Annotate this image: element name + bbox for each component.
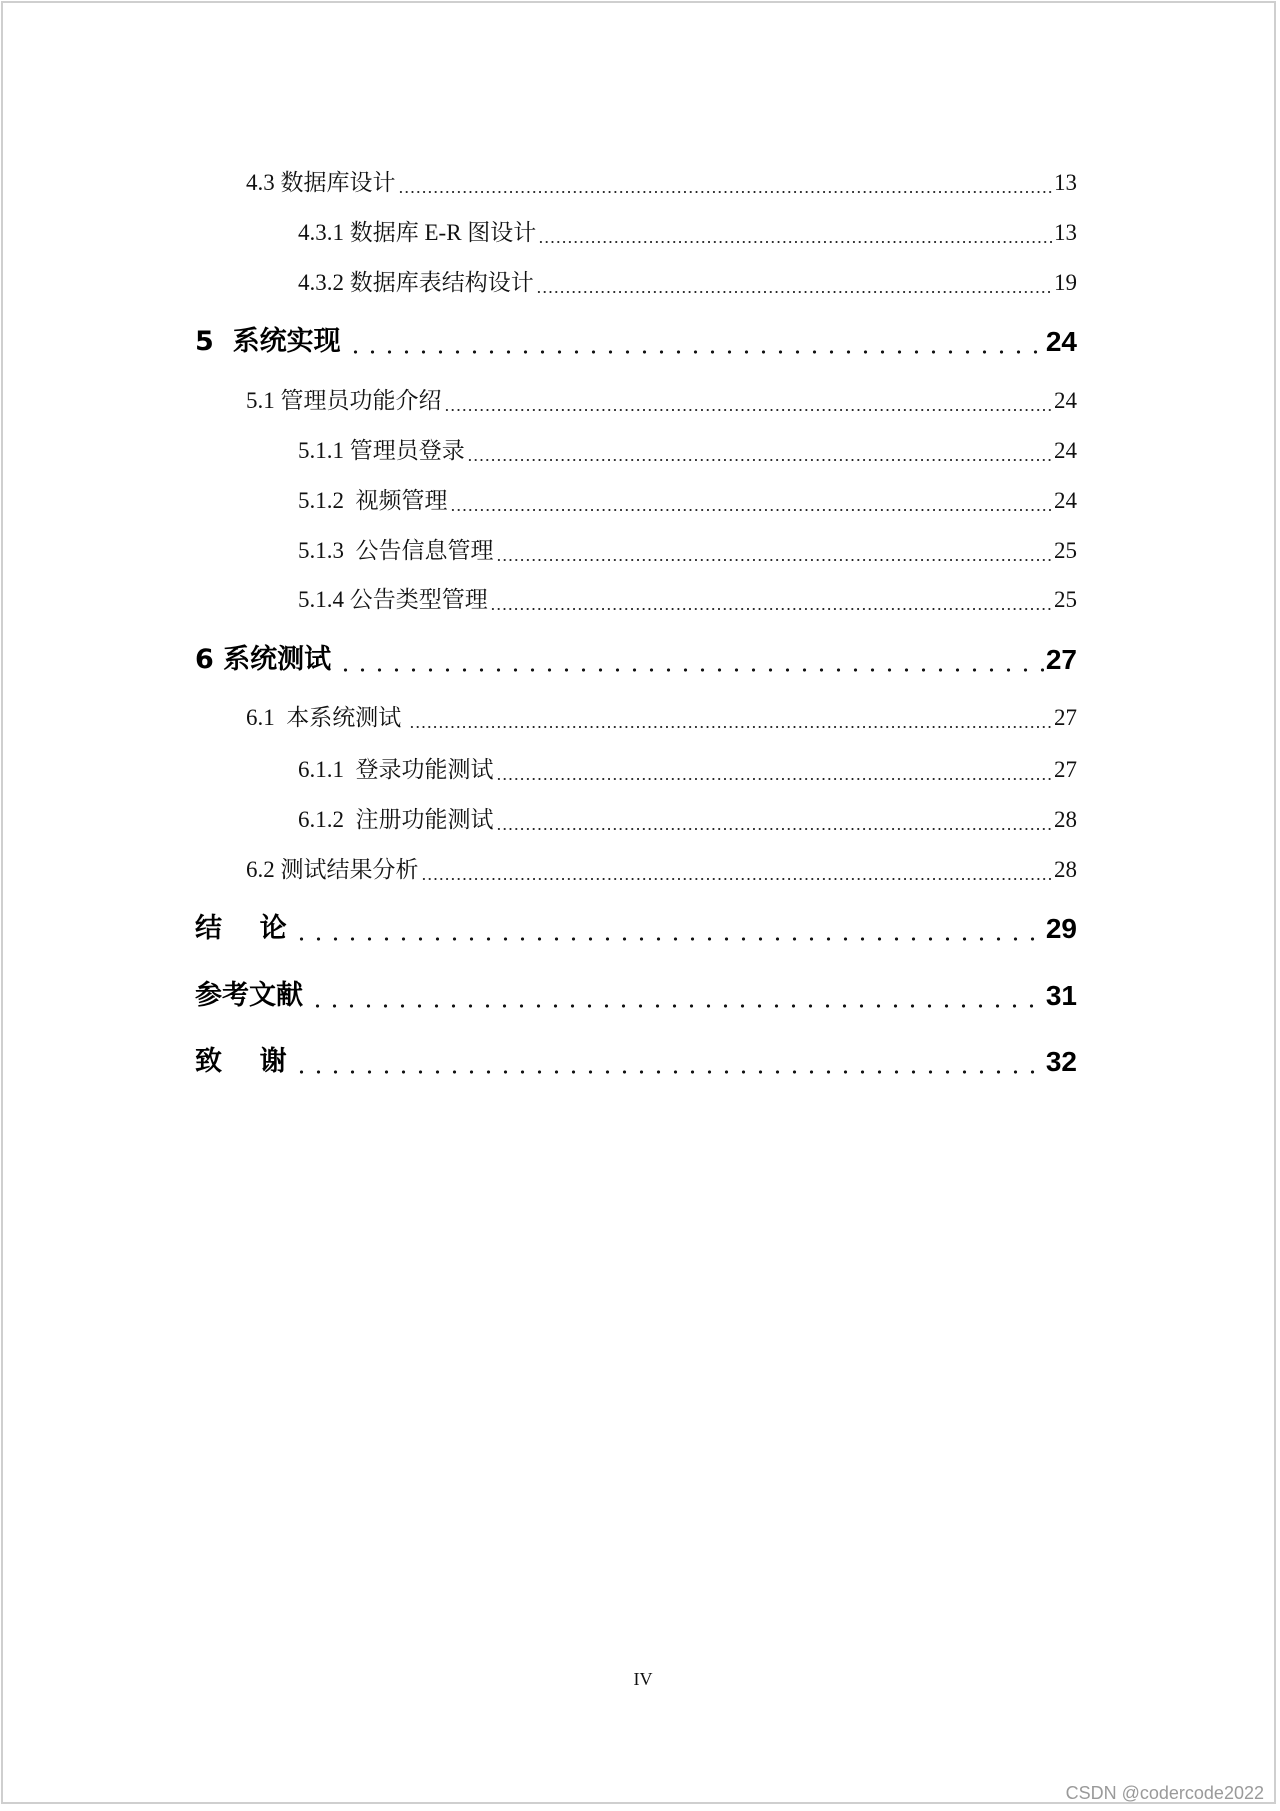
toc-entry-page: 28 bbox=[1054, 807, 1077, 832]
toc-entry-page: 29 bbox=[1045, 913, 1077, 944]
toc-leader-dots bbox=[305, 978, 1044, 1014]
toc-entry-title: 5.1.1 管理员登录 bbox=[298, 438, 465, 463]
toc-entry[interactable] bbox=[298, 536, 1077, 566]
toc-entry-page: 27 bbox=[1054, 705, 1077, 730]
toc-entry-page: 32 bbox=[1045, 1046, 1077, 1077]
toc-leader-dots bbox=[496, 536, 1053, 566]
toc-entry-title: 结 论 bbox=[195, 913, 287, 944]
toc-entry-title: 4.3.2 数据库表结构设计 bbox=[298, 270, 534, 295]
toc-entry-page: 27 bbox=[1045, 644, 1077, 675]
toc-entry-title: 4.3 数据库设计 bbox=[246, 170, 396, 195]
toc-leader-dots bbox=[289, 911, 1044, 947]
toc-entry-title: 5.1 管理员功能介绍 bbox=[246, 388, 442, 413]
toc-leader-dots bbox=[450, 486, 1053, 516]
toc-entry-page: 19 bbox=[1054, 270, 1077, 295]
toc-entry[interactable] bbox=[298, 486, 1077, 516]
toc-leader-dots bbox=[538, 218, 1052, 248]
toc-entry-page: 24 bbox=[1054, 438, 1077, 463]
toc-entry[interactable] bbox=[298, 268, 1077, 298]
toc-entry-page: 27 bbox=[1054, 757, 1077, 782]
toc-entry-page: 24 bbox=[1054, 388, 1077, 413]
toc-leader-dots bbox=[409, 703, 1052, 733]
toc-entry-page: 25 bbox=[1054, 538, 1077, 563]
toc-entry-page: 24 bbox=[1045, 326, 1077, 357]
toc-leader-dots bbox=[421, 855, 1053, 885]
toc-entry[interactable] bbox=[246, 386, 1077, 416]
toc-entry-page: 13 bbox=[1054, 170, 1077, 195]
toc-entry-page: 25 bbox=[1054, 587, 1077, 612]
toc-entry-title: 5.1.4 公告类型管理 bbox=[298, 587, 488, 612]
toc-entry-title: 6.1 本系统测试 bbox=[246, 705, 407, 730]
toc-entry[interactable] bbox=[246, 703, 1077, 733]
page-number-footer: IV bbox=[633, 1669, 653, 1689]
toc-chapter-entry[interactable] bbox=[195, 324, 1077, 360]
toc-leader-dots bbox=[490, 585, 1052, 615]
toc-chapter-entry[interactable] bbox=[195, 978, 1077, 1014]
toc-entry-page: 28 bbox=[1054, 857, 1077, 882]
toc-entry-title: 5 系统实现 bbox=[195, 326, 341, 357]
toc-chapter-entry[interactable] bbox=[195, 1044, 1077, 1080]
toc-chapter-entry[interactable] bbox=[195, 642, 1077, 678]
toc-entry[interactable] bbox=[298, 585, 1077, 615]
document-page bbox=[1, 1, 1276, 1804]
toc-leader-dots bbox=[343, 324, 1044, 360]
toc-entry-title: 参考文献 bbox=[195, 980, 303, 1011]
toc-entry-title: 4.3.1 数据库 E-R 图设计 bbox=[298, 220, 537, 245]
toc-entry-title: 6.2 测试结果分析 bbox=[246, 857, 419, 882]
watermark: CSDN @codercode2022 bbox=[1065, 1783, 1264, 1803]
toc-entry-title: 致 谢 bbox=[195, 1046, 287, 1077]
toc-leader-dots bbox=[444, 386, 1053, 416]
toc-entry-title: 6.1.2 注册功能测试 bbox=[298, 807, 494, 832]
toc-entry-title: 5.1.3 公告信息管理 bbox=[298, 538, 494, 563]
toc-leader-dots bbox=[289, 1044, 1044, 1080]
toc-leader-dots bbox=[536, 268, 1052, 298]
toc-leader-dots bbox=[398, 168, 1053, 198]
toc-entry[interactable] bbox=[298, 805, 1077, 835]
toc-entry-page: 31 bbox=[1045, 980, 1077, 1011]
toc-leader-dots bbox=[496, 805, 1053, 835]
toc-entry[interactable] bbox=[298, 218, 1077, 248]
toc-chapter-entry[interactable] bbox=[195, 911, 1077, 947]
toc-entry[interactable] bbox=[246, 855, 1077, 885]
toc-entry-title: 5.1.2 视频管理 bbox=[298, 488, 448, 513]
toc-entry-page: 24 bbox=[1054, 488, 1077, 513]
toc-entry-page: 13 bbox=[1054, 220, 1077, 245]
toc-leader-dots bbox=[333, 642, 1044, 678]
toc-entry-title: 6 系统测试 bbox=[195, 644, 332, 675]
toc-leader-dots bbox=[467, 436, 1052, 466]
toc-entry[interactable] bbox=[298, 755, 1077, 785]
toc-entry-title: 6.1.1 登录功能测试 bbox=[298, 757, 494, 782]
toc-entry[interactable] bbox=[246, 168, 1077, 198]
toc-leader-dots bbox=[496, 755, 1053, 785]
toc-entry[interactable] bbox=[298, 436, 1077, 466]
